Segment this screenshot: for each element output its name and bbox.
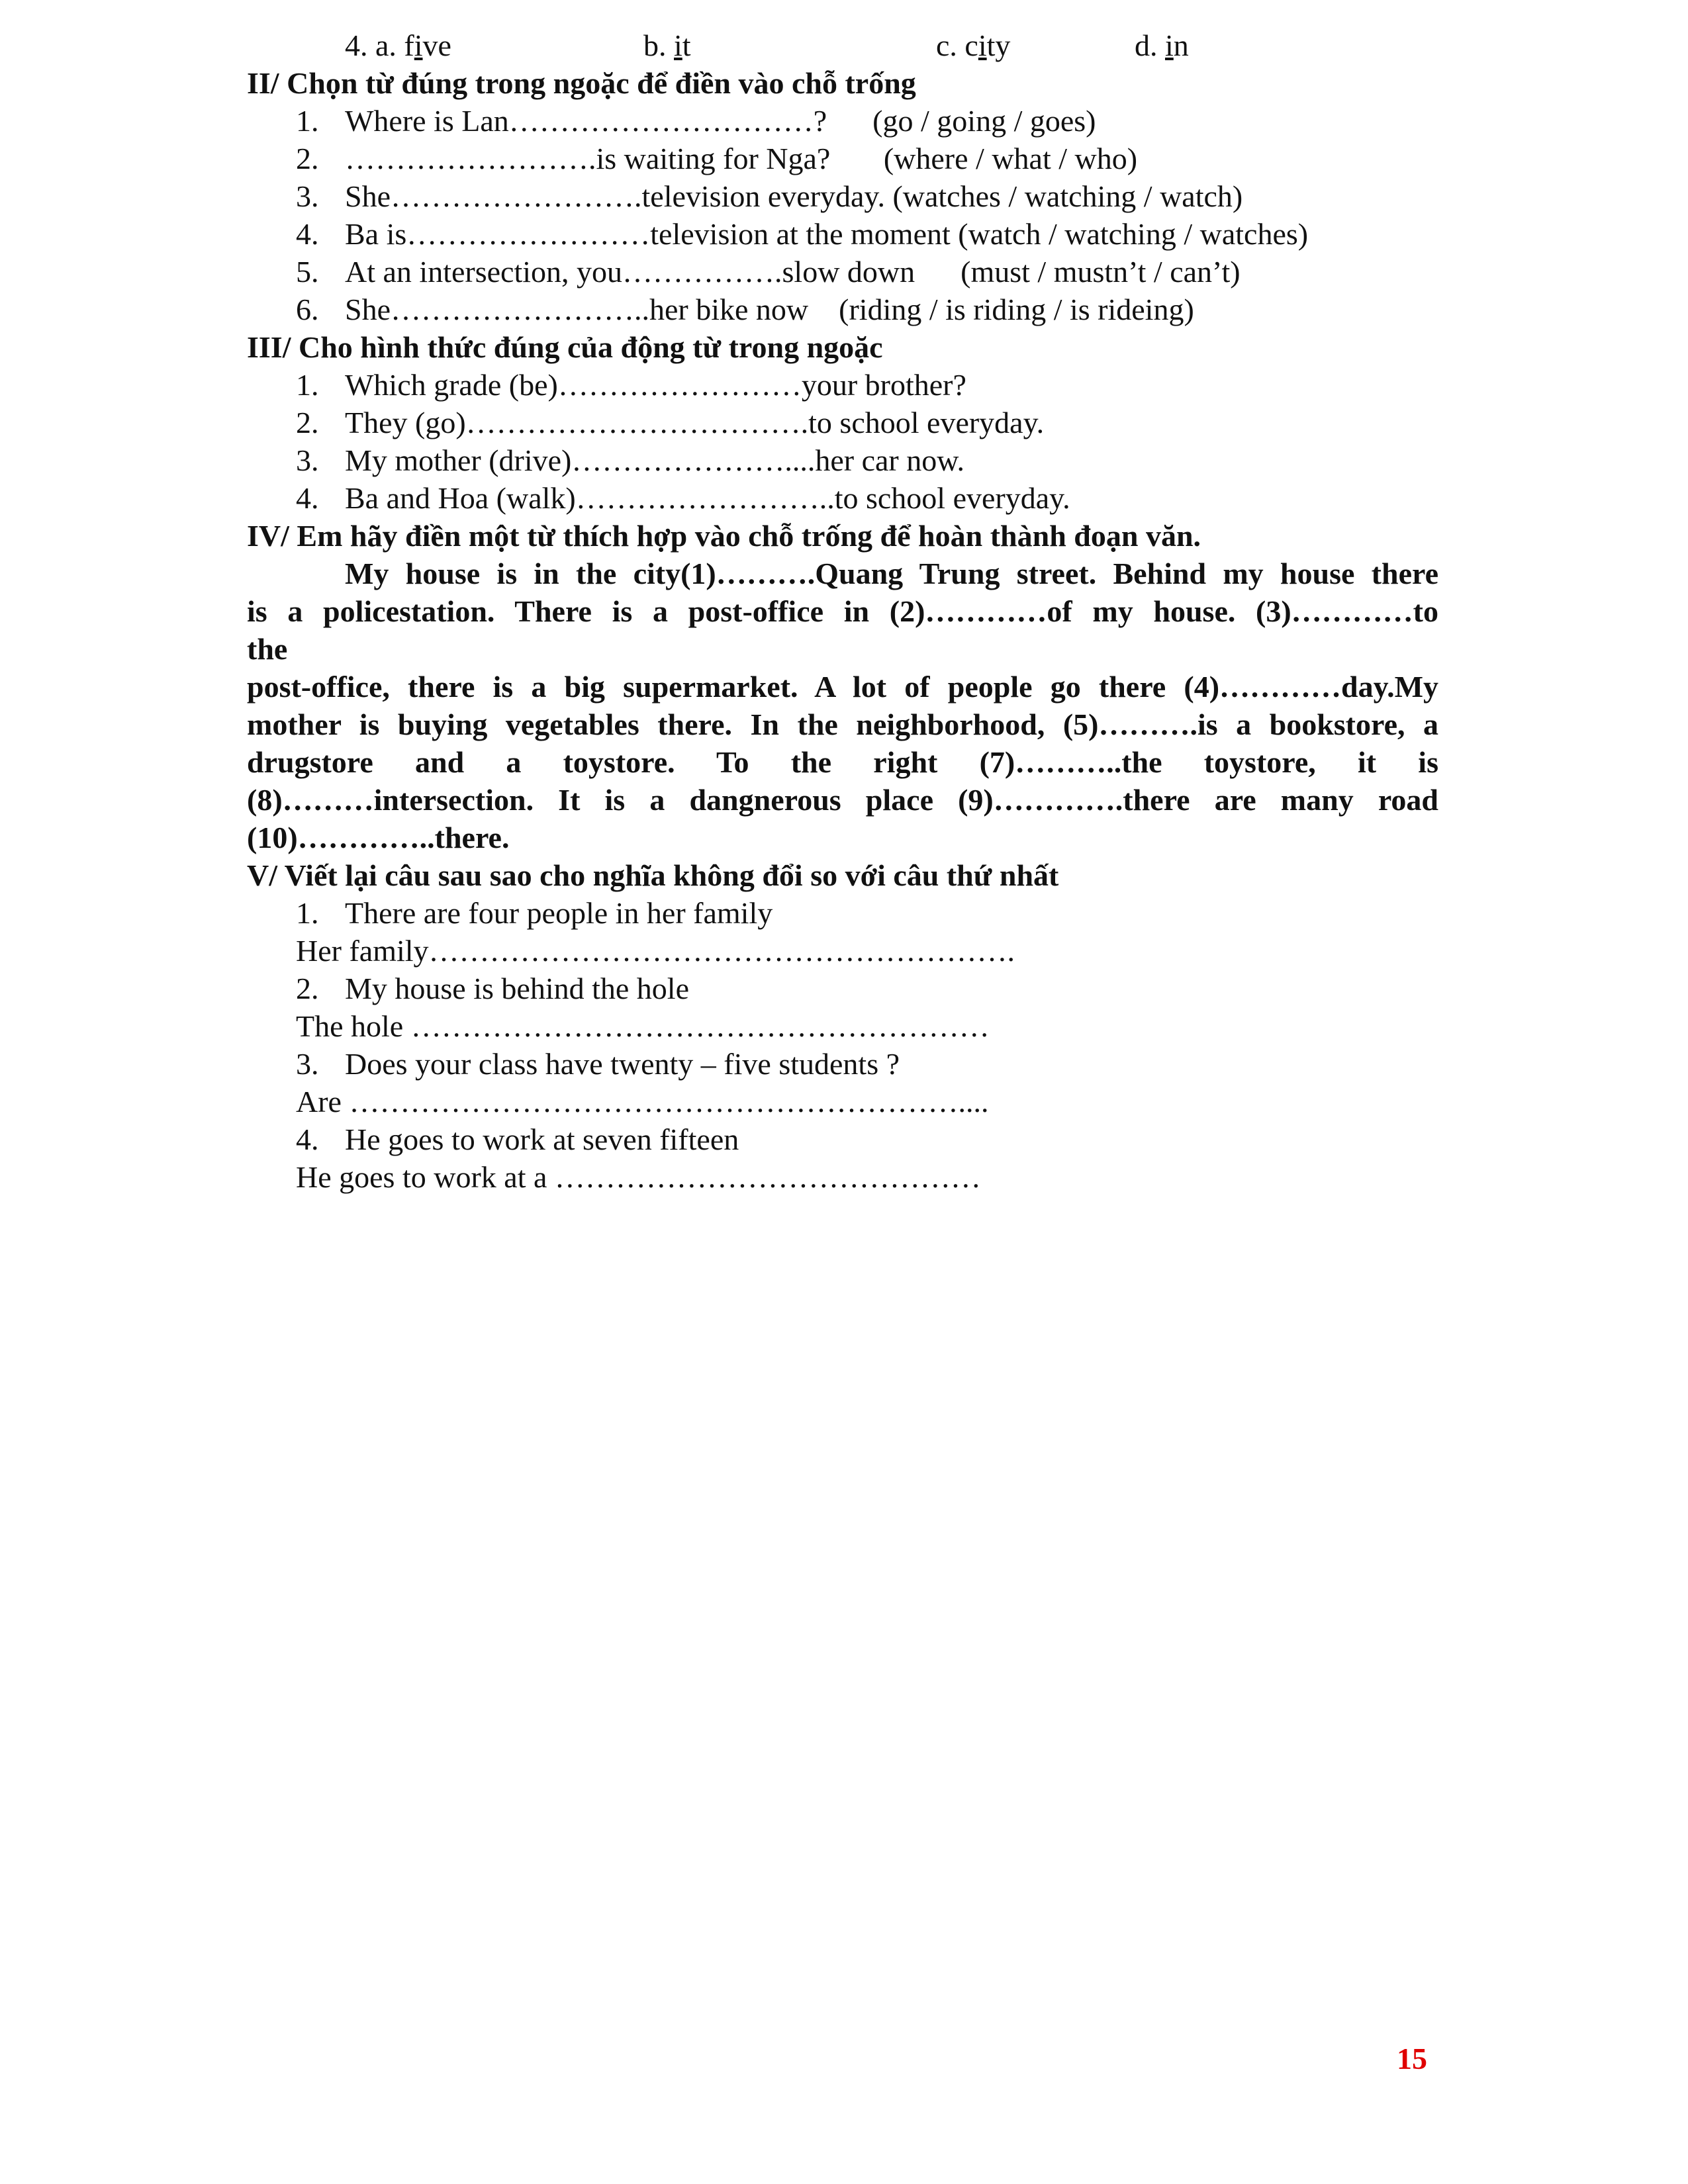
section-2-item-num: 6. <box>296 293 319 326</box>
section-4-heading: IV/ Em hãy điền một từ thích hợp vào chỗ trống để hoàn thành đoạn văn. <box>247 519 1201 553</box>
section-5-answer-line: Are …………………………………………………….... <box>296 1085 989 1118</box>
q4-option-a: 4. a. five <box>345 28 451 62</box>
section-5-heading: V/ Viết lại câu sau sao cho nghĩa không đổi so với câu thứ nhất <box>247 858 1059 892</box>
section-2-item-text: She…………………….television everyday. (watches / watching / watch) <box>345 179 1243 213</box>
section-5-item-num: 3. <box>296 1047 319 1081</box>
paragraph-line: (10)…………..there. <box>247 821 510 854</box>
section-5-answer-line: He goes to work at a …………………………………… <box>296 1160 981 1194</box>
section-3-item-text: They (go)…………………………….to school everyday. <box>345 406 1045 439</box>
section-2-item-text: Ba is……………………television at the moment (watch / watching / watches) <box>345 217 1309 251</box>
section-2-item-num: 5. <box>296 255 319 289</box>
section-2-item-text: Where is Lan…………………………? (go / going / goes) <box>345 104 1096 138</box>
paragraph-line: My house is in the city(1)……….Quang Trung street. Behind my house there <box>345 557 1438 590</box>
section-3-item-text: My mother (drive)…………………....her car now. <box>345 443 964 477</box>
paragraph-line: is a policestation. There is a post-office in (2)…………of my house. (3)…………to <box>247 594 1438 628</box>
section-5-item-num: 1. <box>296 896 319 930</box>
section-2-item-num: 3. <box>296 179 319 213</box>
q4-option-c: c. city <box>936 28 1011 62</box>
section-5-answer-line: Her family…………………………………………………. <box>296 934 1015 968</box>
section-5-item-text: My house is behind the hole <box>345 972 689 1005</box>
q4-option-b: b. it <box>643 28 691 62</box>
section-2-item-num: 4. <box>296 217 319 251</box>
section-5-item-num: 2. <box>296 972 319 1005</box>
section-2-item-num: 1. <box>296 104 319 138</box>
paragraph-line: mother is buying vegetables there. In the neighborhood, (5)……….is a bookstore, a <box>247 707 1438 741</box>
section-3-item-num: 2. <box>296 406 319 439</box>
section-5-item-text: There are four people in her family <box>345 896 773 930</box>
paragraph-line: the <box>247 632 288 666</box>
section-3-item-num: 3. <box>296 443 319 477</box>
section-2-item-num: 2. <box>296 142 319 175</box>
paragraph-line: drugstore and a toystore. To the right (7)………..the toystore, it is <box>247 745 1438 779</box>
section-2-item-text: …………………….is waiting for Nga? (where / what / who) <box>345 142 1138 175</box>
section-5-item-text: He goes to work at seven fifteen <box>345 1122 739 1156</box>
section-2-heading: II/ Chọn từ đúng trong ngoặc để điền vào chỗ trống <box>247 66 916 100</box>
section-2-item-text: She……………………..her bike now (riding / is riding / is rideing) <box>345 293 1194 326</box>
section-3-item-num: 4. <box>296 481 319 515</box>
section-5-item-num: 4. <box>296 1122 319 1156</box>
q4-option-d: d. in <box>1135 28 1189 62</box>
section-2-item-text: At an intersection, you…………….slow down (must / mustn’t / can’t) <box>345 255 1241 289</box>
section-3-item-num: 1. <box>296 368 319 402</box>
page-number: 15 <box>1397 2042 1427 2075</box>
section-3-item-text: Ba and Hoa (walk)……………………..to school everyday. <box>345 481 1070 515</box>
section-3-heading: III/ Cho hình thức đúng của động từ trong ngoặc <box>247 330 883 364</box>
section-5-answer-line: The hole ………………………………………………… <box>296 1009 990 1043</box>
paragraph-line: (8)………intersection. It is a dangnerous place (9)………….there are many road <box>247 783 1438 817</box>
section-5-item-text: Does your class have twenty – five students ? <box>345 1047 900 1081</box>
paragraph-line: post-office, there is a big supermarket. A lot of people go there (4)…………day.My <box>247 670 1438 704</box>
section-3-item-text: Which grade (be)……………………your brother? <box>345 368 966 402</box>
